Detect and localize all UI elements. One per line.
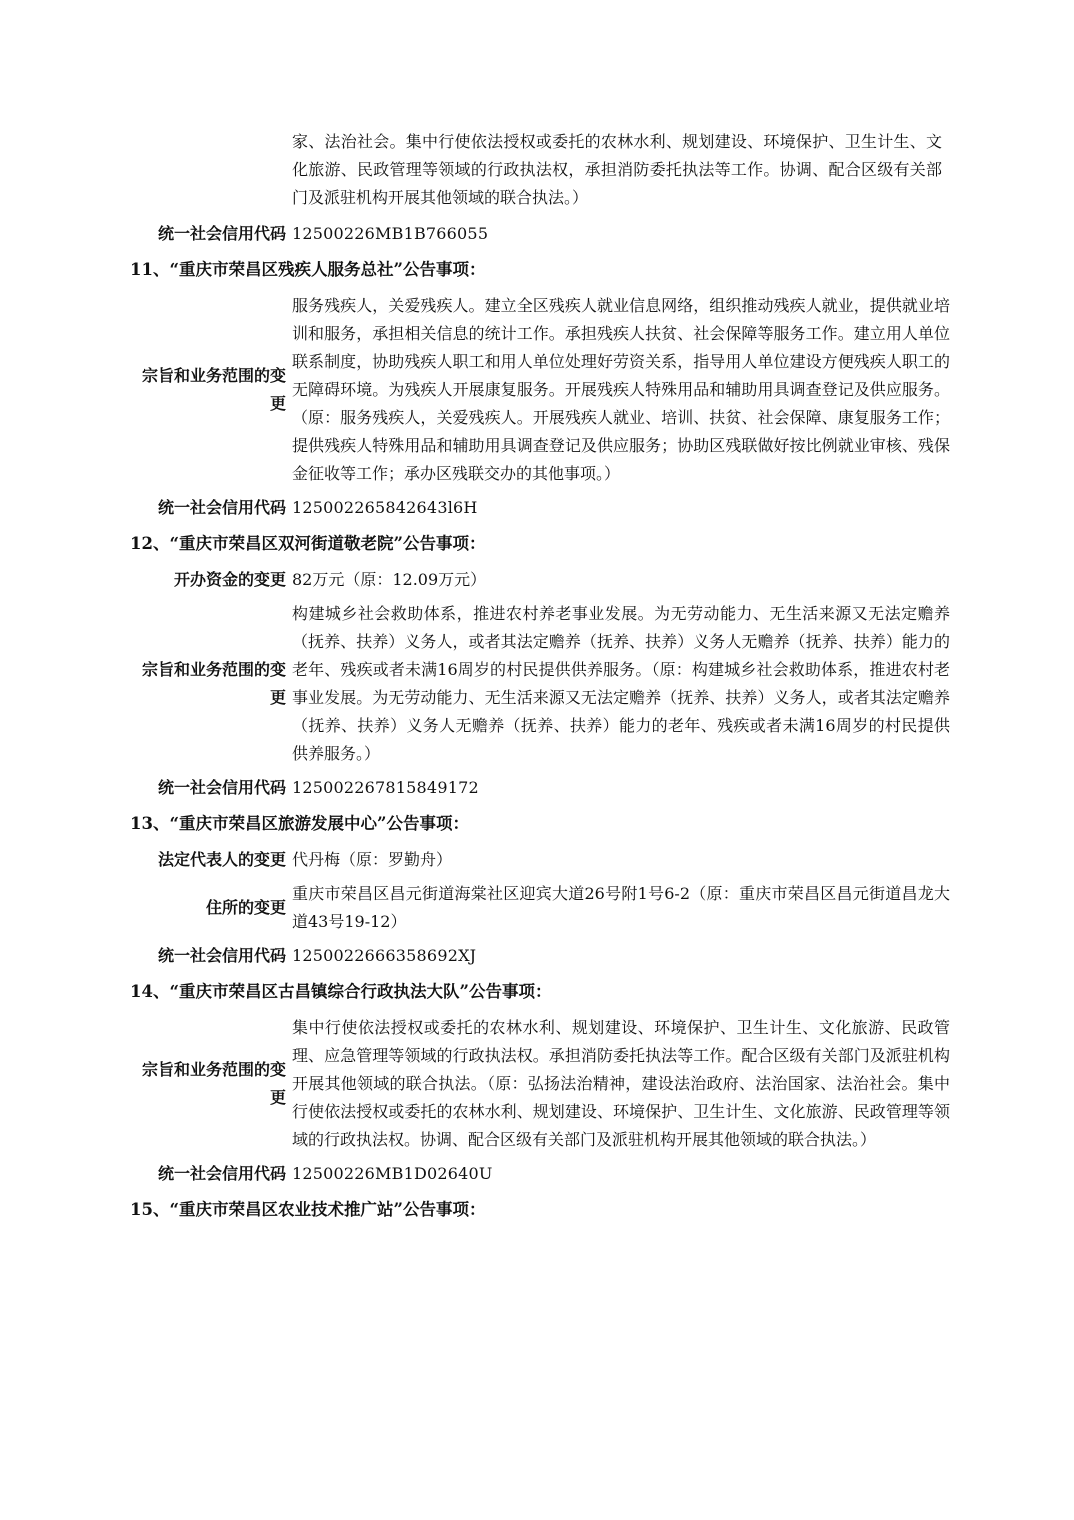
credit-code-value: 125002265842643l6H [292,498,478,517]
credit-code-label: 统一社会信用代码 [157,498,286,517]
item-heading: 11、“重庆市荣昌区残疾人服务总社”公告事项： [130,260,486,279]
item-heading: 15、“重庆市荣昌区农业技术推广站”公告事项： [130,1200,486,1219]
credit-code-label: 统一社会信用代码 [157,224,286,243]
legal-rep-change-label: 法定代表人的变更 [157,850,286,869]
legal-rep-change-row [130,846,950,874]
scope-change-label: 宗旨和业务范围的变更 [141,366,286,413]
scope-change-label: 宗旨和业务范围的变更 [141,660,286,707]
address-change-label: 住所的变更 [205,898,286,917]
funds-change-value: 82万元（原：12.09万元） [292,570,487,589]
credit-code-value: 12500226MB1B766055 [292,224,489,243]
document-content [130,128,950,1232]
credit-code-label: 统一社会信用代码 [157,1164,286,1183]
legal-rep-change-value: 代丹梅（原：罗勤舟） [292,850,453,869]
scope-change-row [130,1014,950,1154]
scope-change-row [130,292,950,488]
scope-change-value: 集中行使依法授权或委托的农林水利、规划建设、环境保护、卫生计生、文化旅游、民政管理、应急管理等领域的行政执法权。承担消防委托执法等工作。配合区级有关部门及派驻机构开展其他领域的联合执法。（原：弘扬法治精神，建设法治政府、法治国家、法治社会。集中行使依法授权或委托的农林水利、规划建设、环境保护、卫生计生、文化旅游、民政管理等领域的行政执法权。协调、配合区级有关部门及派驻机构开展其他领域的联合执法。） [292,1018,950,1149]
scope-change-row [130,600,950,768]
item-heading: 12、“重庆市荣昌区双河街道敬老院”公告事项： [130,534,486,553]
credit-code-label: 统一社会信用代码 [157,778,286,797]
credit-code-row [130,220,950,248]
item-heading: 14、“重庆市荣昌区古昌镇综合行政执法大队”公告事项： [130,982,552,1001]
credit-code-row [130,774,950,802]
address-change-row [130,880,950,936]
credit-code-row [130,494,950,522]
scope-change-value: 服务残疾人，关爱残疾人。建立全区残疾人就业信息网络，组织推动残疾人就业，提供就业培训和服务，承担相关信息的统计工作。承担残疾人扶贫、社会保障等服务工作。建立用人单位联系制度，协助残疾人职工和用人单位处理好劳资关系，指导用人单位建设方便残疾人职工的无障碍环境。为残疾人开展康复服务。开展残疾人特殊用品和辅助用具调查登记及供应服务。（原：服务残疾人，关爱残疾人。开展残疾人就业、培训、扶贫、社会保障、康复服务工作；提供残疾人特殊用品和辅助用具调查登记及供应服务；协助区残联做好按比例就业审核、残保金征收等工作；承办区残联交办的其他事项。） [292,296,950,483]
address-change-value: 重庆市荣昌区昌元街道海棠社区迎宾大道26号附1号6-2（原：重庆市荣昌区昌元街道昌龙大道43号19-12） [292,884,950,931]
scope-change-label: 宗旨和业务范围的变更 [141,1060,286,1107]
credit-code-label: 统一社会信用代码 [157,946,286,965]
item-heading: 13、“重庆市荣昌区旅游发展中心”公告事项： [130,814,469,833]
credit-code-row [130,1160,950,1188]
funds-change-label: 开办资金的变更 [173,570,286,589]
scope-change-value: 构建城乡社会救助体系，推进农村养老事业发展。为无劳动能力、无生活来源又无法定赡养（抚养、扶养）义务人，或者其法定赡养（抚养、扶养）义务人无赡养（抚养、扶养）能力的老年、残疾或者未满16周岁的村民提供供养服务。（原：构建城乡社会救助体系，推进农村老事业发展。为无劳动能力、无生活来源又无法定赡养（抚养、扶养）义务人，或者其法定赡养（抚养、扶养）义务人无赡养（抚养、扶养）能力的老年、残疾或者未满16周岁的村民提供供养服务。） [292,604,950,763]
credit-code-value: 125002267815849172 [292,778,479,797]
credit-code-row [130,942,950,970]
credit-code-value: 12500226MB1D02640U [292,1164,493,1183]
continued-scope-text: 家、法治社会。集中行使依法授权或委托的农林水利、规划建设、环境保护、卫生计生、文化旅游、民政管理等领域的行政执法权，承担消防委托执法等工作。协调、配合区级有关部门及派驻机构开展其他领域的联合执法。） [292,132,942,207]
credit-code-value: 1250022666358692XJ [292,946,477,965]
funds-change-row [130,566,950,594]
